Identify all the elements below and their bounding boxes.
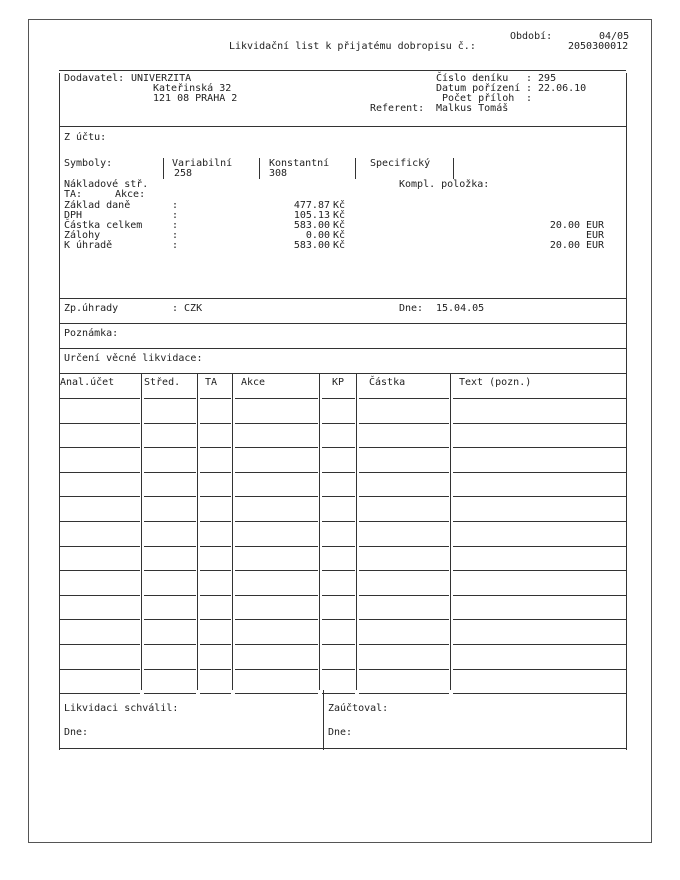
table-row-line bbox=[322, 595, 355, 596]
amount-czk: 583.00 bbox=[293, 240, 330, 251]
table-row-line bbox=[144, 619, 196, 620]
table-row-line bbox=[453, 570, 626, 571]
table-row-line bbox=[359, 521, 449, 522]
table-row-line bbox=[200, 398, 231, 399]
amount-czk-currency: Kč bbox=[333, 240, 346, 251]
amount-label: Základ daně bbox=[64, 200, 131, 211]
table-column-divider bbox=[356, 373, 357, 690]
attachments-label: Počet příloh bbox=[442, 93, 515, 104]
table-row-line bbox=[359, 546, 449, 547]
amount-label: K úhradě bbox=[64, 240, 113, 251]
amount-sep: : bbox=[172, 230, 179, 241]
approval-date-label: Dne: bbox=[64, 727, 89, 738]
table-row-line bbox=[144, 423, 196, 424]
amount-eur-currency: EUR bbox=[586, 220, 605, 231]
amount-czk-currency: Kč bbox=[333, 220, 346, 231]
amount-czk-currency: Kč bbox=[333, 210, 346, 221]
supplier-city: 121 08 PRAHA 2 bbox=[153, 93, 238, 104]
table-row-line bbox=[200, 423, 231, 424]
journal-number-label: Číslo deníku bbox=[436, 73, 509, 84]
payment-method-label: Zp.úhrady bbox=[64, 303, 119, 314]
table-row-line bbox=[200, 595, 231, 596]
table-row-line bbox=[359, 570, 449, 571]
cost-center-label: Nákladové stř. bbox=[64, 179, 149, 190]
table-row-line bbox=[144, 644, 196, 645]
table-row-line bbox=[453, 423, 626, 424]
table-row-line bbox=[322, 669, 355, 670]
table-column-divider bbox=[450, 373, 451, 690]
table-row-line bbox=[453, 693, 626, 694]
symbols-label: Symboly: bbox=[64, 158, 113, 169]
table-row-line bbox=[200, 496, 231, 497]
table-row-line bbox=[144, 546, 196, 547]
table-row-line bbox=[59, 447, 140, 448]
amount-sep: : bbox=[172, 210, 179, 221]
table-header-cell: Anal.účet bbox=[60, 377, 115, 388]
table-row-line bbox=[359, 619, 449, 620]
table-row-line bbox=[235, 398, 318, 399]
table-row-line bbox=[235, 472, 318, 473]
section-right-border bbox=[626, 126, 627, 690]
table-row-line bbox=[59, 546, 140, 547]
table-header-cell: Částka bbox=[369, 377, 406, 388]
table-row-line bbox=[59, 669, 140, 670]
table-row-line bbox=[200, 644, 231, 645]
document-number: 2050300012 bbox=[568, 41, 629, 52]
variable-symbol-label: Variabilní bbox=[172, 158, 233, 169]
table-row-line bbox=[59, 570, 140, 571]
table-column-divider bbox=[197, 373, 198, 690]
table-row-line bbox=[453, 595, 626, 596]
amount-sep: : bbox=[172, 200, 179, 211]
liquidation-sheet bbox=[28, 19, 652, 843]
payment-date-label: Dne: bbox=[399, 303, 424, 314]
amount-czk-currency: Kč bbox=[333, 230, 346, 241]
table-row-line bbox=[322, 570, 355, 571]
table-row-line bbox=[453, 496, 626, 497]
table-row-line bbox=[322, 398, 355, 399]
payment-method-value: : CZK bbox=[172, 303, 203, 314]
table-column-divider bbox=[319, 373, 320, 690]
table-row-line bbox=[59, 693, 140, 694]
journal-number-value: : 295 bbox=[526, 73, 557, 84]
supplier-street: Kateřinská 32 bbox=[153, 83, 232, 94]
table-row-line bbox=[453, 447, 626, 448]
amount-eur-currency: EUR bbox=[586, 230, 605, 241]
amount-label: DPH bbox=[64, 210, 83, 221]
table-row-line bbox=[322, 644, 355, 645]
table-row-line bbox=[359, 398, 449, 399]
table-row-line bbox=[359, 423, 449, 424]
from-account-label: Z účtu: bbox=[64, 132, 107, 143]
table-row-line bbox=[59, 423, 140, 424]
table-row-line bbox=[144, 472, 196, 473]
table-row-line bbox=[59, 595, 140, 596]
table-row-line bbox=[235, 693, 318, 694]
table-row-line bbox=[322, 546, 355, 547]
amount-eur-currency: EUR bbox=[586, 240, 605, 251]
table-row-line bbox=[200, 521, 231, 522]
table-row-line bbox=[59, 398, 140, 399]
amount-label: Zálohy bbox=[64, 230, 101, 241]
table-row-line bbox=[235, 644, 318, 645]
table-row-line bbox=[359, 693, 449, 694]
specific-symbol-label: Specifický bbox=[370, 158, 431, 169]
amount-czk: 0.00 bbox=[305, 230, 330, 241]
table-row-line bbox=[235, 619, 318, 620]
table-header-cell: KP bbox=[332, 377, 345, 388]
table-column-divider bbox=[232, 373, 233, 690]
table-row-line bbox=[200, 619, 231, 620]
table-header-cell: Text (pozn.) bbox=[459, 377, 532, 388]
table-row-line bbox=[453, 619, 626, 620]
table-row-line bbox=[453, 644, 626, 645]
table-row-line bbox=[59, 619, 140, 620]
amount-czk: 477.87 bbox=[293, 200, 330, 211]
table-row-line bbox=[59, 496, 140, 497]
table-row-line bbox=[144, 496, 196, 497]
constant-symbol-value: 308 bbox=[269, 168, 288, 179]
table-row-line bbox=[359, 595, 449, 596]
ta-label: TA: bbox=[64, 189, 83, 200]
booked-by-label: Zaúčtoval: bbox=[328, 703, 389, 714]
table-row-line bbox=[235, 521, 318, 522]
attachments-value: : bbox=[526, 93, 533, 104]
period-label: Období: bbox=[510, 31, 553, 42]
complementary-item-label: Kompl. položka: bbox=[399, 179, 490, 190]
table-row-line bbox=[235, 546, 318, 547]
referent-value: Malkus Tomáš bbox=[436, 103, 509, 114]
table-row-line bbox=[235, 423, 318, 424]
table-row-line bbox=[453, 669, 626, 670]
table-row-line bbox=[144, 447, 196, 448]
table-row-line bbox=[144, 693, 196, 694]
payment-date-value: 15.04.05 bbox=[436, 303, 485, 314]
acquisition-date-value: : 22.06.10 bbox=[526, 83, 587, 94]
variable-symbol-value: 258 bbox=[174, 168, 193, 179]
table-row-line bbox=[322, 693, 355, 694]
table-row-line bbox=[453, 546, 626, 547]
table-row-line bbox=[359, 447, 449, 448]
amount-eur: 20.00 bbox=[549, 220, 580, 231]
table-row-line bbox=[359, 644, 449, 645]
table-row-line bbox=[453, 521, 626, 522]
table-row-line bbox=[453, 472, 626, 473]
table-row-line bbox=[235, 595, 318, 596]
document-title: Likvidační list k přijatému dobropisu č.: bbox=[229, 41, 476, 52]
amount-sep: : bbox=[172, 240, 179, 251]
table-row-line bbox=[322, 619, 355, 620]
table-header-cell: Střed. bbox=[144, 377, 181, 388]
table-row-line bbox=[359, 669, 449, 670]
table-row-line bbox=[59, 472, 140, 473]
table-header-cell: TA bbox=[205, 377, 218, 388]
table-row-line bbox=[144, 570, 196, 571]
action-label: Akce: bbox=[115, 189, 146, 200]
table-row-line bbox=[144, 595, 196, 596]
table-row-line bbox=[322, 447, 355, 448]
acquisition-date-label: Datum pořízení bbox=[436, 83, 521, 94]
amount-czk: 583.00 bbox=[293, 220, 330, 231]
amount-label: Částka celkem bbox=[64, 220, 143, 231]
table-row-line bbox=[59, 521, 140, 522]
amount-sep: : bbox=[172, 220, 179, 231]
table-row-line bbox=[359, 496, 449, 497]
table-row-line bbox=[59, 644, 140, 645]
table-row-line bbox=[144, 398, 196, 399]
table-header-cell: Akce bbox=[241, 377, 266, 388]
amount-czk-currency: Kč bbox=[333, 200, 346, 211]
approved-by-label: Likvidaci schválil: bbox=[64, 703, 179, 714]
supplier-name: UNIVERZITA bbox=[131, 73, 192, 84]
table-row-line bbox=[235, 570, 318, 571]
section-left-border bbox=[59, 126, 60, 690]
table-row-line bbox=[235, 669, 318, 670]
liquidation-label: Určení věcné likvidace: bbox=[64, 353, 203, 364]
period-value: 04/05 bbox=[599, 31, 630, 42]
table-row-line bbox=[200, 693, 231, 694]
table-row-line bbox=[200, 447, 231, 448]
table-row-line bbox=[200, 570, 231, 571]
table-row-line bbox=[322, 496, 355, 497]
table-row-line bbox=[453, 398, 626, 399]
table-row-line bbox=[322, 423, 355, 424]
amount-eur: 20.00 bbox=[549, 240, 580, 251]
table-row-line bbox=[322, 521, 355, 522]
constant-symbol-label: Konstantní bbox=[269, 158, 330, 169]
table-row-line bbox=[359, 472, 449, 473]
table-row-line bbox=[200, 472, 231, 473]
table-row-line bbox=[235, 496, 318, 497]
referent-label: Referent: bbox=[370, 103, 425, 114]
booking-date-label: Dne: bbox=[328, 727, 353, 738]
amount-czk: 105.13 bbox=[293, 210, 330, 221]
supplier-label: Dodavatel: bbox=[64, 73, 125, 84]
table-row-line bbox=[200, 669, 231, 670]
table-row-line bbox=[322, 472, 355, 473]
note-label: Poznámka: bbox=[64, 328, 119, 339]
table-row-line bbox=[235, 447, 318, 448]
table-column-divider bbox=[141, 373, 142, 690]
table-row-line bbox=[144, 669, 196, 670]
table-row-line bbox=[200, 546, 231, 547]
table-row-line bbox=[144, 521, 196, 522]
